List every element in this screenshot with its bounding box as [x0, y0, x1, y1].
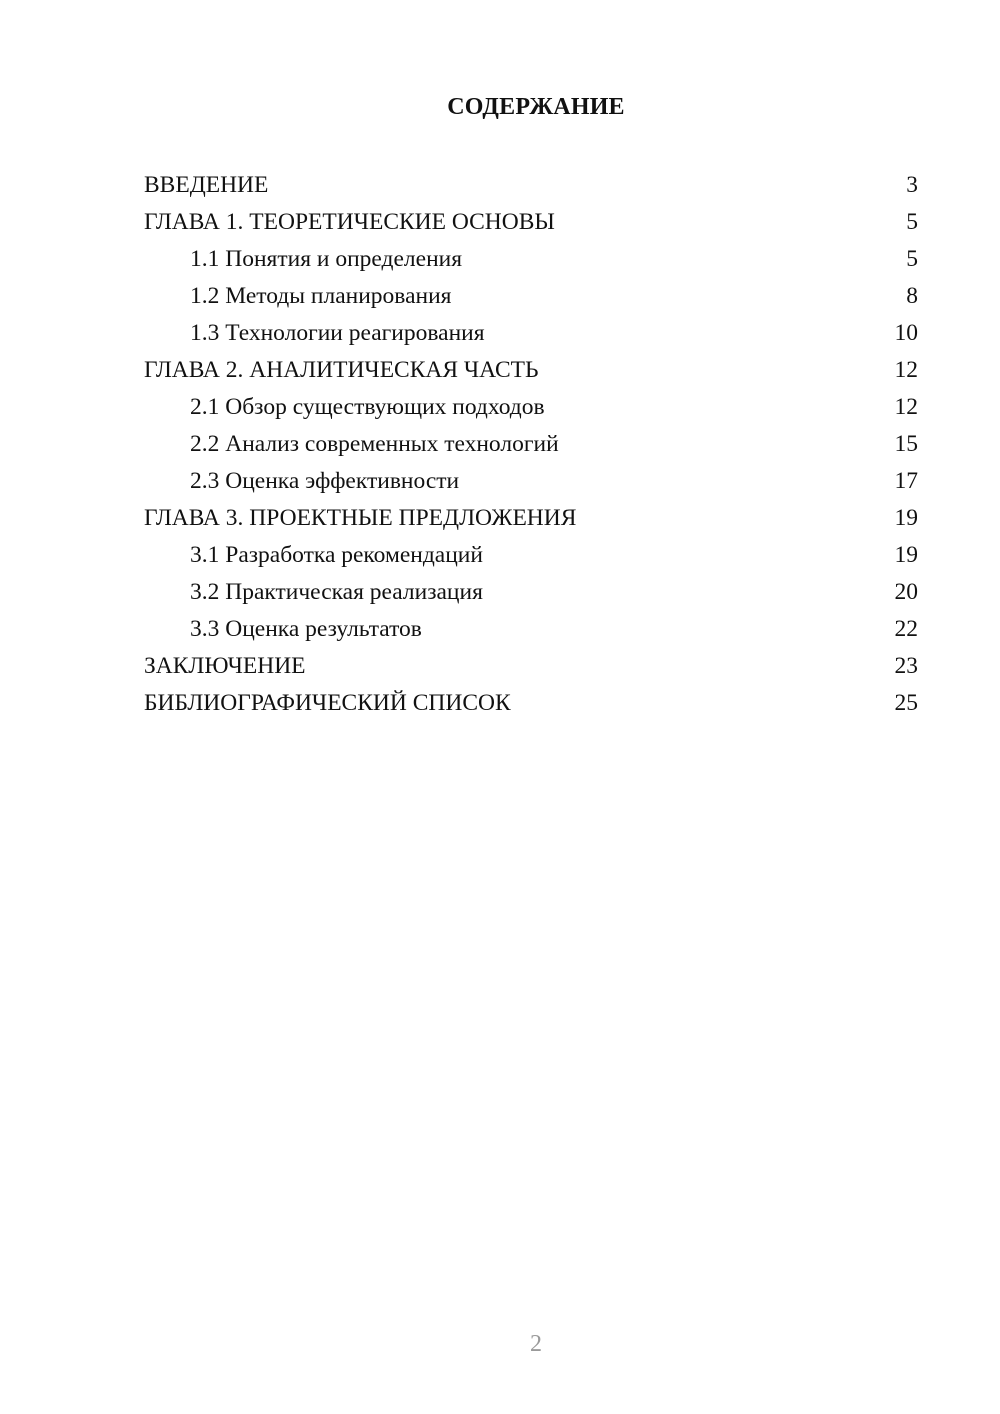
- page-title: СОДЕРЖАНИЕ: [447, 94, 625, 120]
- toc-entry-page: 22: [894, 616, 918, 642]
- table-of-contents: [144, 167, 918, 722]
- toc-entry-title: 3.3 Оценка результатов: [190, 616, 422, 642]
- toc-entry-page: 15: [894, 431, 918, 457]
- toc-entry-bibliography[interactable]: [144, 685, 918, 722]
- toc-entry-page: 23: [894, 653, 918, 679]
- toc-entry-page: 19: [894, 542, 918, 568]
- toc-entry-title: ВВЕДЕНИЕ: [144, 172, 269, 198]
- toc-entry-chapter-2[interactable]: [144, 352, 918, 389]
- toc-entry-section-3-3[interactable]: [144, 611, 918, 648]
- toc-entry-section-1-2[interactable]: [144, 278, 918, 315]
- toc-entry-title: ГЛАВА 2. АНАЛИТИЧЕСКАЯ ЧАСТЬ: [144, 357, 539, 383]
- toc-entry-page: 12: [894, 357, 918, 383]
- toc-entry-title: 2.2 Анализ современных технологий: [190, 431, 559, 457]
- toc-entry-page: 19: [894, 505, 918, 531]
- toc-entry-title: ЗАКЛЮЧЕНИЕ: [144, 653, 306, 679]
- toc-entry-title: БИБЛИОГРАФИЧЕСКИЙ СПИСОК: [144, 690, 511, 716]
- toc-entry-title: ГЛАВА 3. ПРОЕКТНЫЕ ПРЕДЛОЖЕНИЯ: [144, 505, 577, 531]
- toc-entry-page: 5: [906, 209, 918, 235]
- toc-entry-title: 2.1 Обзор существующих подходов: [190, 394, 545, 420]
- toc-entry-title: 3.1 Разработка рекомендаций: [190, 542, 483, 568]
- toc-entry-section-2-2[interactable]: [144, 426, 918, 463]
- toc-entry-conclusion[interactable]: [144, 648, 918, 685]
- toc-entry-page: 12: [894, 394, 918, 420]
- toc-entry-section-3-1[interactable]: [144, 537, 918, 574]
- toc-entry-title: 1.1 Понятия и определения: [190, 246, 463, 272]
- page-number: 2: [530, 1331, 542, 1357]
- toc-entry-title: 1.2 Методы планирования: [190, 283, 452, 309]
- toc-entry-page: 20: [894, 579, 918, 605]
- toc-entry-chapter-3[interactable]: [144, 500, 918, 537]
- toc-entry-page: 25: [894, 690, 918, 716]
- toc-entry-page: 8: [906, 283, 918, 309]
- toc-entry-introduction[interactable]: [144, 167, 918, 204]
- toc-entry-title: 1.3 Технологии реагирования: [190, 320, 485, 346]
- toc-entry-page: 3: [906, 172, 918, 198]
- toc-entry-title: 2.3 Оценка эффективности: [190, 468, 460, 494]
- toc-entry-section-1-1[interactable]: [144, 241, 918, 278]
- toc-entry-page: 17: [894, 468, 918, 494]
- toc-entry-title: ГЛАВА 1. ТЕОРЕТИЧЕСКИЕ ОСНОВЫ: [144, 209, 555, 235]
- toc-entry-page: 10: [894, 320, 918, 346]
- toc-entry-section-2-3[interactable]: [144, 463, 918, 500]
- toc-entry-section-3-2[interactable]: [144, 574, 918, 611]
- toc-entry-chapter-1[interactable]: [144, 204, 918, 241]
- toc-entry-page: 5: [906, 246, 918, 272]
- toc-entry-section-1-3[interactable]: [144, 315, 918, 352]
- toc-entry-title: 3.2 Практическая реализация: [190, 579, 483, 605]
- toc-entry-section-2-1[interactable]: [144, 389, 918, 426]
